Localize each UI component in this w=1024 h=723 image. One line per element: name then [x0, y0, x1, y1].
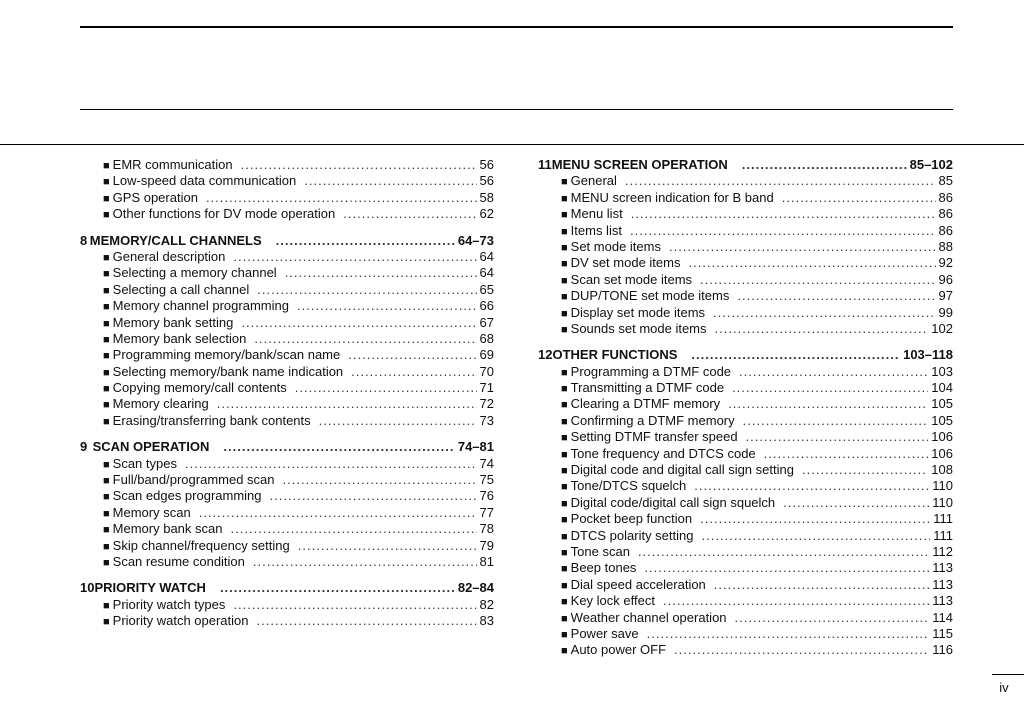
entry-title: GPS operation [112, 189, 198, 205]
square-bullet-icon: ■ [561, 596, 568, 609]
square-bullet-icon: ■ [561, 514, 568, 527]
toc-entry [80, 456, 494, 472]
toc-entry [538, 626, 953, 642]
entry-title: Skip channel/frequency setting [112, 537, 290, 553]
toc-entry [538, 364, 953, 380]
entry-title: Beep tones [570, 560, 637, 576]
square-bullet-icon: ■ [561, 481, 568, 494]
dot-leader [206, 190, 477, 206]
entry-page: 62 [479, 206, 494, 222]
entry-title: Memory bank scan [112, 521, 223, 537]
dot-leader [233, 249, 476, 265]
entry-title: Copying memory/call contents [112, 380, 287, 396]
toc-entry [80, 597, 494, 613]
toc-entry [538, 288, 953, 304]
dot-leader [297, 298, 477, 314]
entry-title: Memory bank selection [112, 330, 247, 346]
toc-entry [80, 347, 494, 363]
entry-page: 112 [932, 543, 953, 559]
square-bullet-icon: ■ [103, 176, 110, 189]
toc-entry [80, 298, 494, 314]
square-bullet-icon: ■ [103, 317, 110, 330]
entry-title: Clearing a DTMF memory [570, 396, 721, 412]
square-bullet-icon: ■ [103, 284, 110, 297]
entry-title: Memory channel programming [112, 298, 289, 314]
square-bullet-icon: ■ [103, 383, 110, 396]
entry-title: Selecting memory/bank name indication [112, 363, 344, 379]
toc-entry [538, 396, 953, 412]
entry-page: 72 [479, 396, 494, 412]
chapter-heading [80, 580, 494, 596]
square-bullet-icon: ■ [103, 507, 110, 520]
chapter-heading [80, 439, 494, 455]
chapter-heading [538, 157, 953, 173]
square-bullet-icon: ■ [103, 599, 110, 612]
entry-page: 74 [479, 455, 494, 471]
square-bullet-icon: ■ [561, 225, 568, 238]
toc-entry [538, 429, 953, 445]
dot-leader [728, 396, 928, 412]
square-bullet-icon: ■ [561, 291, 568, 304]
toc-entry [80, 488, 494, 504]
chapter-title: SCAN OPERATION [92, 439, 210, 455]
entry-page: 58 [479, 189, 494, 205]
square-bullet-icon: ■ [103, 209, 110, 222]
dot-leader [625, 173, 936, 189]
entry-title: Tone scan [570, 543, 630, 559]
toc-entry [538, 223, 953, 239]
entry-title: MENU screen indication for B band [570, 189, 774, 205]
square-bullet-icon: ■ [561, 465, 568, 478]
chapter-page-range: 103–118 [903, 347, 953, 363]
dot-leader [304, 173, 476, 189]
dot-leader [782, 190, 936, 206]
chapter-number: 12 [538, 347, 553, 363]
dot-leader [739, 364, 928, 380]
dot-leader [674, 642, 929, 658]
dot-leader [694, 478, 929, 494]
dot-leader [241, 315, 476, 331]
entry-title: DTCS polarity setting [570, 527, 694, 543]
dot-leader [713, 305, 935, 321]
entry-page: 82 [479, 596, 494, 612]
dot-leader [233, 597, 476, 613]
chapter-number: 10 [80, 580, 95, 596]
entry-title: Confirming a DTMF memory [570, 412, 735, 428]
chapter-title: PRIORITY WATCH [94, 580, 206, 596]
toc-entry [538, 446, 953, 462]
entry-page: 115 [932, 625, 953, 641]
chapter-number: 9 [80, 439, 88, 455]
square-bullet-icon: ■ [103, 524, 110, 537]
entry-title: Erasing/transferring bank contents [112, 412, 311, 428]
entry-page: 85 [938, 173, 953, 189]
square-bullet-icon: ■ [561, 258, 568, 271]
entry-title: Other functions for DV mode operation [112, 206, 336, 222]
square-bullet-icon: ■ [103, 458, 110, 471]
square-bullet-icon: ■ [103, 160, 110, 172]
entry-title: Tone frequency and DTCS code [570, 445, 756, 461]
square-bullet-icon: ■ [561, 176, 568, 189]
entry-page: 67 [479, 314, 494, 330]
square-bullet-icon: ■ [561, 579, 568, 592]
dot-leader [715, 321, 929, 337]
chapter-title: OTHER FUNCTIONS [552, 347, 678, 363]
toc-entry [80, 206, 494, 222]
entry-page: 106 [931, 445, 953, 461]
chapter-page-range: 82–84 [457, 580, 494, 596]
square-bullet-icon: ■ [561, 645, 568, 658]
square-bullet-icon: ■ [561, 497, 568, 510]
entry-title: Set mode items [570, 238, 661, 254]
toc-entry [538, 560, 953, 576]
square-bullet-icon: ■ [561, 432, 568, 445]
toc-entry [538, 239, 953, 255]
square-bullet-icon: ■ [103, 350, 110, 363]
toc-entry [538, 190, 953, 206]
entry-title: Priority watch operation [112, 613, 249, 629]
entry-title: Transmitting a DTMF code [570, 380, 725, 396]
square-bullet-icon: ■ [103, 301, 110, 314]
dot-leader [732, 380, 928, 396]
toc-entry [80, 472, 494, 488]
entry-title: Pocket beep function [570, 511, 693, 527]
entry-page: 78 [479, 521, 494, 537]
entry-title: Digital code and digital call sign setting [570, 462, 794, 478]
chapter-heading [80, 233, 494, 249]
entry-title: Memory clearing [112, 396, 209, 412]
toc-entry [538, 173, 953, 189]
square-bullet-icon: ■ [561, 241, 568, 254]
entry-title: Low-speed data communication [112, 173, 297, 189]
dot-leader [254, 331, 476, 347]
entry-page: 69 [479, 347, 494, 363]
toc-entry [80, 173, 494, 189]
toc-entry [80, 315, 494, 331]
toc-entry [538, 593, 953, 609]
entry-title: Programming a DTMF code [570, 363, 732, 379]
square-bullet-icon: ■ [561, 612, 568, 625]
toc-entry [80, 380, 494, 396]
entry-page: 73 [479, 412, 494, 428]
entry-title: Programming memory/bank/scan name [112, 347, 341, 363]
dot-leader [644, 560, 929, 576]
dot-leader [348, 347, 476, 363]
dot-leader [737, 288, 935, 304]
dot-leader [647, 626, 930, 642]
dot-leader [253, 554, 477, 570]
entry-page: 66 [479, 298, 494, 314]
entry-page: 104 [931, 380, 953, 396]
dot-leader [743, 413, 929, 429]
toc-entry [80, 190, 494, 206]
toc-entry [80, 413, 494, 429]
toc-entry [538, 511, 953, 527]
entry-page: 103 [931, 363, 953, 379]
entry-title: Digital code/digital call sign squelch [570, 494, 776, 510]
square-bullet-icon: ■ [103, 556, 110, 569]
entry-title: Scan edges programming [112, 488, 262, 504]
square-bullet-icon: ■ [103, 333, 110, 346]
square-bullet-icon: ■ [561, 563, 568, 576]
square-bullet-icon: ■ [561, 274, 568, 287]
dot-leader [220, 580, 455, 596]
entry-page: 110 [932, 494, 953, 510]
entry-title: Setting DTMF transfer speed [570, 429, 738, 445]
toc-entry [80, 249, 494, 265]
entry-page: 111 [933, 511, 953, 527]
square-bullet-icon: ■ [561, 546, 568, 559]
dot-leader [742, 157, 907, 173]
entry-page: 113 [932, 593, 953, 609]
chapter-number: 11 [538, 157, 552, 172]
dot-leader [223, 439, 455, 455]
toc-left-column [80, 157, 494, 630]
entry-page: 114 [932, 609, 953, 625]
toc-entry [538, 642, 953, 658]
square-bullet-icon: ■ [103, 491, 110, 504]
entry-page: 65 [479, 281, 494, 297]
dot-leader [343, 206, 476, 222]
entry-title: Tone/DTCS squelch [570, 478, 687, 494]
dot-leader [283, 472, 477, 488]
dot-leader [270, 488, 477, 504]
entry-title: Dial speed acceleration [570, 576, 706, 592]
toc-entry [80, 554, 494, 570]
page-number: iv [999, 680, 1009, 695]
entry-page: 99 [938, 304, 953, 320]
chapter-page-range: 64–73 [457, 232, 494, 248]
chapter-title: MEMORY/CALL CHANNELS [89, 232, 262, 248]
entry-page: 56 [479, 157, 494, 172]
entry-page: 88 [938, 238, 953, 254]
entry-page: 106 [931, 429, 953, 445]
entry-title: Weather channel operation [570, 609, 727, 625]
square-bullet-icon: ■ [561, 366, 568, 379]
entry-page: 105 [931, 412, 953, 428]
entry-page: 75 [479, 472, 494, 488]
chapter-page-range: 85–102 [909, 157, 953, 172]
square-bullet-icon: ■ [561, 307, 568, 320]
dot-leader [783, 495, 929, 511]
page-number-rule [992, 674, 1024, 675]
entry-page: 86 [938, 189, 953, 205]
dot-leader [298, 538, 477, 554]
square-bullet-icon: ■ [103, 616, 110, 629]
entry-title: General description [112, 248, 226, 264]
entry-page: 79 [479, 537, 494, 553]
entry-title: Auto power OFF [570, 642, 667, 658]
entry-title: Full/band/programmed scan [112, 472, 275, 488]
entry-page: 97 [938, 288, 953, 304]
dot-leader [764, 446, 929, 462]
square-bullet-icon: ■ [561, 530, 568, 543]
toc-entry [80, 331, 494, 347]
dot-leader [631, 206, 936, 222]
entry-title: Scan resume condition [112, 553, 245, 569]
square-bullet-icon: ■ [103, 192, 110, 205]
entry-page: 116 [932, 642, 953, 658]
square-bullet-icon: ■ [561, 448, 568, 461]
top-rule [80, 26, 953, 28]
chapter-heading [538, 347, 953, 363]
entry-title: Display set mode items [570, 304, 706, 320]
square-bullet-icon: ■ [103, 415, 110, 428]
square-bullet-icon: ■ [103, 540, 110, 553]
dot-leader [199, 505, 477, 521]
toc-entry [538, 577, 953, 593]
dot-leader [351, 364, 476, 380]
square-bullet-icon: ■ [561, 323, 568, 336]
dot-leader [714, 577, 929, 593]
square-bullet-icon: ■ [561, 192, 568, 205]
entry-page: 113 [932, 576, 953, 592]
square-bullet-icon: ■ [103, 366, 110, 379]
toc-entry [538, 478, 953, 494]
dot-leader [257, 282, 476, 298]
toc-entry [538, 528, 953, 544]
entry-title: Menu list [570, 206, 623, 222]
entry-title: Priority watch types [112, 596, 226, 612]
toc-entry [538, 272, 953, 288]
entry-page: 77 [479, 504, 494, 520]
dot-leader [319, 413, 477, 429]
dot-leader [691, 347, 900, 363]
chapter-page-range: 74–81 [457, 439, 494, 455]
toc-entry [538, 495, 953, 511]
entry-title: Sounds set mode items [570, 320, 707, 336]
toc-entry [80, 521, 494, 537]
entry-page: 108 [931, 462, 953, 478]
toc-entry [80, 157, 494, 173]
dot-leader [217, 396, 477, 412]
chapter-number: 8 [80, 232, 88, 248]
toc-entry [538, 206, 953, 222]
toc-entry [538, 544, 953, 560]
toc-entry [80, 265, 494, 281]
entry-page: 102 [931, 320, 953, 336]
entry-page: 64 [479, 248, 494, 264]
dot-leader [630, 223, 936, 239]
toc-entry [80, 282, 494, 298]
header-rule [80, 109, 953, 110]
dot-leader [700, 272, 935, 288]
toc-entry [80, 396, 494, 412]
entry-page: 105 [931, 396, 953, 412]
entry-title: Memory bank setting [112, 314, 234, 330]
entry-page: 64 [479, 265, 494, 281]
dot-leader [638, 544, 929, 560]
entry-page: 113 [932, 560, 953, 576]
toc-entry [538, 413, 953, 429]
dot-leader [669, 239, 936, 255]
toc-entry [80, 505, 494, 521]
square-bullet-icon: ■ [103, 399, 110, 412]
entry-title: Memory scan [112, 504, 191, 520]
entry-page: 70 [479, 363, 494, 379]
toc-entry [538, 610, 953, 626]
toc-entry [80, 613, 494, 629]
entry-title: DV set mode items [570, 255, 681, 271]
dot-leader [285, 265, 477, 281]
dot-leader [700, 511, 930, 527]
dot-leader [241, 157, 477, 173]
toc-right-column [538, 157, 953, 659]
entry-page: 86 [938, 222, 953, 238]
dot-leader [230, 521, 476, 537]
square-bullet-icon: ■ [561, 415, 568, 428]
entry-title: General [570, 173, 617, 189]
entry-title: Selecting a call channel [112, 281, 250, 297]
dot-leader [663, 593, 929, 609]
entry-page: 110 [932, 478, 953, 494]
dot-leader [295, 380, 477, 396]
dot-leader [185, 456, 477, 472]
toc-entry [538, 255, 953, 271]
square-bullet-icon: ■ [561, 209, 568, 222]
square-bullet-icon: ■ [103, 475, 110, 488]
square-bullet-icon: ■ [561, 628, 568, 641]
entry-page: 71 [479, 380, 494, 396]
entry-page: 86 [938, 206, 953, 222]
square-bullet-icon: ■ [103, 251, 110, 264]
chapter-title: MENU SCREEN OPERATION [551, 157, 728, 172]
entry-title: Scan set mode items [570, 271, 693, 287]
entry-page: 83 [479, 613, 494, 629]
entry-title: Items list [570, 222, 622, 238]
dot-leader [688, 255, 935, 271]
full-width-rule [0, 144, 1024, 145]
entry-title: Scan types [112, 455, 177, 471]
entry-title: Power save [570, 625, 639, 641]
entry-title: Key lock effect [570, 593, 655, 609]
entry-title: Selecting a memory channel [112, 265, 277, 281]
square-bullet-icon: ■ [561, 399, 568, 412]
square-bullet-icon: ■ [561, 383, 568, 396]
entry-title: DUP/TONE set mode items [570, 288, 730, 304]
dot-leader [257, 613, 477, 629]
dot-leader [701, 528, 930, 544]
dot-leader [276, 233, 455, 249]
entry-page: 111 [933, 527, 953, 543]
dot-leader [802, 462, 928, 478]
toc-entry [80, 364, 494, 380]
dot-leader [746, 429, 929, 445]
toc-entry [538, 380, 953, 396]
toc-entry [538, 305, 953, 321]
entry-page: 76 [479, 488, 494, 504]
entry-page: 96 [938, 271, 953, 287]
square-bullet-icon: ■ [103, 268, 110, 281]
entry-page: 68 [479, 330, 494, 346]
toc-entry [538, 321, 953, 337]
dot-leader [735, 610, 930, 626]
entry-page: 92 [938, 255, 953, 271]
entry-page: 81 [479, 553, 494, 569]
entry-page: 56 [479, 173, 494, 189]
entry-title: EMR communication [112, 157, 233, 172]
toc-entry [538, 462, 953, 478]
toc-entry [80, 538, 494, 554]
